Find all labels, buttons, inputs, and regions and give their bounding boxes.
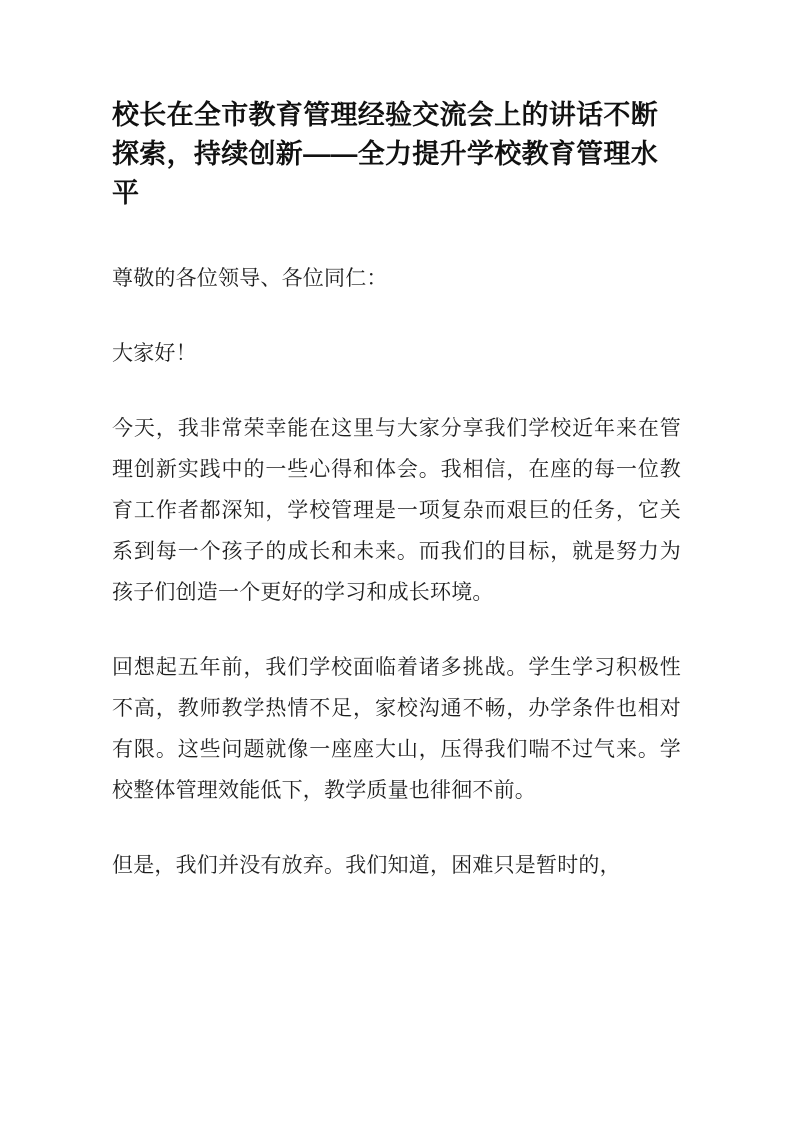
paragraph-greeting: 大家好！ bbox=[112, 342, 197, 366]
paragraph-salutation: 尊敬的各位领导、各位同仁： bbox=[112, 267, 388, 291]
paragraph-body-3: 但是，我们并没有放弃。我们知道，困难只是暂时的， bbox=[112, 853, 621, 877]
paragraph-body-2: 回想起五年前，我们学校面临着诸多挑战。学生学习积极性不高，教师教学热情不足，家校沟通不畅，办学条件也相对有限。这些问题就像一座座大山，压得我们喘不过气来。学校整体管理效能低下，教学质量也徘徊不前。 bbox=[112, 655, 681, 802]
paragraph-body-1: 今天，我非常荣幸能在这里与大家分享我们学校近年来在管理创新实践中的一些心得和体会。我相信，在座的每一位教育工作者都深知，学校管理是一项复杂而艰巨的任务，它关系到每一个孩子的成长和未来。而我们的目标，就是努力为孩子们创造一个更好的学习和成长环境。 bbox=[112, 417, 681, 605]
page-title: 校长在全市教育管理经验交流会上的讲话不断探索，持续创新——全力提升学校教育管理水平 bbox=[112, 100, 658, 209]
